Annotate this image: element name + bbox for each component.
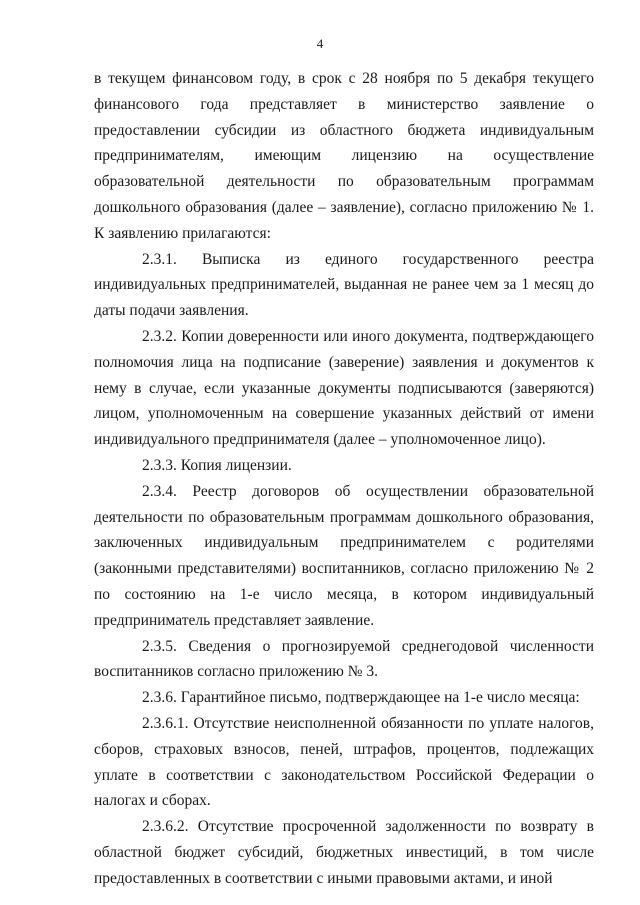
document-body (94, 66, 594, 892)
paragraph-2-3-5: 2.3.5. Сведения о прогнозируемой среднегодовой численности воспитанников согласно приложению № 3. (94, 637, 594, 681)
paragraph-2-3-6-2: 2.3.6.2. Отсутствие просроченной задолженности по возврату в областной бюджет субсидий, бюджетных инвестиций, в том числе предоставленных в соответствии с иными правовыми актами, и иной (94, 818, 594, 887)
paragraph-continuation: в текущем финансовом году, в срок с 28 ноября по 5 декабря текущего финансового года представляет в министерство заявление о предоставлении субсидии из областного бюджета индивидуальным предпринимателям, имеющим лицензию на осуществление образовательной деятельности по образовательным программам дошкольного образования (далее – заявление), согласно приложению № 1. К заявлению прилагаются: (94, 70, 594, 242)
paragraph-2-3-6-1: 2.3.6.1. Отсутствие неисполненной обязанности по уплате налогов, сборов, страховых взносов, пеней, штрафов, процентов, подлежащих уплате в соответствии с законодательством Российской Федерации о налогах и сборах. (94, 714, 594, 810)
page-number: 4 (316, 36, 324, 51)
paragraph-2-3-3: 2.3.3. Копия лицензии. (142, 456, 292, 474)
paragraph-2-3-2: 2.3.2. Копии доверенности или иного документа, подтверждающего полномочия лица на подписание (заверение) заявления и документов к нему в случае, если указанные документы подписываются (заверяются) лицом, уполномоченным на совершение указанных действий от имени индивидуального предпринимателя (далее – уполномоченное лицо). (94, 327, 594, 449)
paragraph-2-3-6: 2.3.6. Гарантийное письмо, подтверждающее на 1-е число месяца: (142, 689, 580, 707)
paragraph-2-3-4: 2.3.4. Реестр договоров об осуществлении образовательной деятельности по образовательным программам дошкольного образования, заключенных индивидуальным предпринимателем с родителями (законными представителями) воспитанников, согласно приложению № 2 по состоянию на 1-е число месяца, в котором индивидуальный предприниматель представляет заявление. (94, 482, 594, 629)
paragraph-2-3-1: 2.3.1. Выписка из единого государственного реестра индивидуальных предпринимателей, выданная не ранее чем за 1 месяц до даты подачи заявления. (94, 250, 594, 320)
